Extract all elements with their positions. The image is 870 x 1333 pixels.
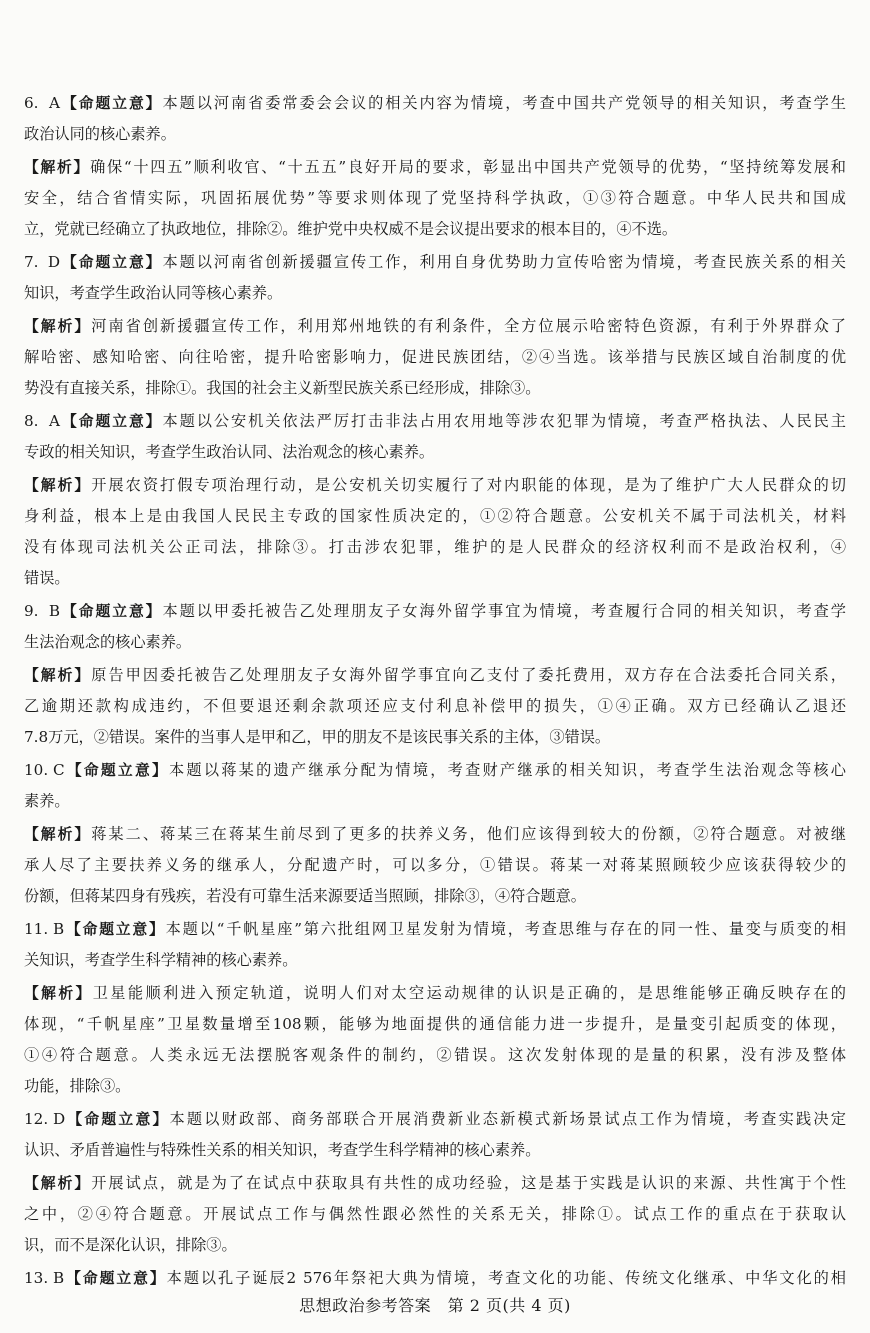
line-text: 解哈密、感知哈密、向往哈密，提升哈密影响力，促进民族团结，②④当选。该举措与民族区域自治制度的优 <box>24 348 846 366</box>
intent-paragraph <box>24 1263 846 1294</box>
text-line <box>24 627 846 658</box>
line-text: 安全，结合省情实际，巩固拓展优势”等要求则体现了党坚持科学执政，①③符合题意。中华人民共和国成 <box>24 189 846 207</box>
line-text: 本题以甲委托被告乙处理朋友子女海外留学事宜为情境，考查履行合同的相关知识，考查学 <box>162 602 846 620</box>
text-line <box>24 945 846 976</box>
intent-paragraph <box>24 596 846 658</box>
intent-label: 【命题立意】 <box>60 254 163 271</box>
text-line <box>24 119 846 150</box>
text-line <box>24 437 846 468</box>
line-text: 卫星能顺利进入预定轨道，说明人们对太空运动规律的认识是正确的，是思维能够正确反映存在的 <box>92 984 846 1002</box>
analysis-label: 【解析】 <box>24 318 92 335</box>
text-line <box>24 1230 846 1261</box>
intent-label: 【命题立意】 <box>64 762 169 779</box>
line-text: 认识、矛盾普遍性与特殊性关系的相关知识，考查学生科学精神的核心素养。 <box>24 1141 541 1159</box>
text-line <box>24 247 846 278</box>
text-line <box>24 1040 846 1071</box>
analysis-paragraph <box>24 1168 846 1261</box>
answer-item <box>24 1104 846 1261</box>
analysis-paragraph <box>24 311 846 404</box>
line-text: 立，党就已经确立了执政地位，排除②。维护党中央权威不是会议提出要求的根本目的，④不选。 <box>24 220 678 238</box>
line-text: 承人尽了主要扶养义务的继承人，分配遗产时，可以多分，①错误。蒋某一对蒋某照顾较少应该获得较少的 <box>24 856 846 874</box>
answer-number: 9. B <box>24 602 60 620</box>
analysis-paragraph <box>24 152 846 245</box>
line-text: 关知识，考查学生科学精神的核心素养。 <box>24 951 298 969</box>
intent-paragraph <box>24 755 846 817</box>
answer-number: 8. A <box>24 412 60 430</box>
analysis-label: 【解析】 <box>24 667 92 684</box>
answer-number: 12. D <box>24 1110 66 1128</box>
line-text: 确保“十四五”顺利收官、“十五五”良好开局的要求，彰显出中国共产党领导的优势，“坚持统筹发展和 <box>90 158 846 176</box>
line-text: 蒋某二、蒋某三在蒋某生前尽到了更多的扶养义务，他们应该得到较大的份额，②符合题意。对被继 <box>91 825 846 843</box>
answer-item <box>24 406 846 594</box>
line-text: 体现，“千帆星座”卫星数量增至108颗，能够为地面提供的通信能力进一步提升，是量变引起质变的体现， <box>24 1015 846 1033</box>
text-line <box>24 470 846 501</box>
line-text: 生法治观念的核心素养。 <box>24 633 192 651</box>
text-line <box>24 152 846 183</box>
analysis-label: 【解析】 <box>24 159 91 176</box>
text-line <box>24 881 846 912</box>
page-footer: 思想政治参考答案 第 2 页(共 4 页) <box>299 1296 571 1315</box>
answer-number: 11. B <box>24 920 65 938</box>
text-line <box>24 660 846 691</box>
line-text: 本题以孔子诞辰2 576年祭祀大典为情境，考查文化的功能、传统文化继承、中华文化的相 <box>166 1269 846 1287</box>
answer-number: 13. B <box>24 1269 65 1287</box>
text-line <box>24 311 846 342</box>
text-line <box>24 850 846 881</box>
line-text: 开展试点，就是为了在试点中获取具有共性的成功经验，这是基于实践是认识的来源、共性寓于个性 <box>91 1174 846 1192</box>
line-text: 乙逾期还款构成违约，不但要退还剩余款项还应支付利息补偿甲的损失，①④正确。双方已经确认乙退还 <box>24 697 846 715</box>
intent-label: 【命题立意】 <box>60 603 163 620</box>
text-line <box>24 1104 846 1135</box>
text-line <box>24 214 846 245</box>
line-text: ①④符合题意。人类永远无法摆脱客观条件的制约，②错误。这次发射体现的是量的积累，没有涉及整体 <box>24 1046 846 1064</box>
line-text: 本题以河南省创新援疆宣传工作，利用自身优势助力宣传哈密为情境，考查民族关系的相关 <box>162 253 846 271</box>
text-line <box>24 563 846 594</box>
intent-paragraph <box>24 88 846 150</box>
text-line <box>24 722 846 753</box>
answer-number: 10. C <box>24 761 65 779</box>
line-text: 份额，但蒋某四身有残疾，若没有可靠生活来源要适当照顾，排除③，④符合题意。 <box>24 887 586 905</box>
answer-item <box>24 1263 846 1294</box>
line-text: 势没有直接关系，排除①。我国的社会主义新型民族关系已经形成，排除③。 <box>24 379 541 397</box>
line-text: 7.8万元，②错误。案件的当事人是甲和乙，甲的朋友不是该民事关系的主体，③错误。 <box>24 728 611 746</box>
text-line <box>24 183 846 214</box>
line-text: 河南省创新援疆宣传工作，利用郑州地铁的有利条件，全方位展示哈密特色资源，有利于外界群众了 <box>91 317 846 335</box>
text-line <box>24 1135 846 1166</box>
intent-label: 【命题立意】 <box>60 95 163 112</box>
analysis-paragraph <box>24 660 846 753</box>
text-line <box>24 1168 846 1199</box>
line-text: 本题以河南省委常委会会议的相关内容为情境，考查中国共产党领导的相关知识，考查学生 <box>162 94 846 112</box>
intent-label: 【命题立意】 <box>60 413 163 430</box>
text-line <box>24 914 846 945</box>
line-text: 错误。 <box>24 569 70 587</box>
intent-paragraph <box>24 247 846 309</box>
text-line <box>24 532 846 563</box>
line-text: 没有体现司法机关公正司法，排除③。打击涉农犯罪，维护的是人民群众的经济权利而不是政治权利，④ <box>24 538 846 556</box>
text-line <box>24 1071 846 1102</box>
analysis-label: 【解析】 <box>24 1175 92 1192</box>
text-line <box>24 1199 846 1230</box>
analysis-paragraph <box>24 470 846 594</box>
intent-paragraph <box>24 914 846 976</box>
text-line <box>24 978 846 1009</box>
answer-number: 6. A <box>24 94 60 112</box>
text-line <box>24 1263 846 1294</box>
line-text: 素养。 <box>24 792 70 810</box>
line-text: 开展农资打假专项治理行动，是公安机关切实履行了对内职能的体现，是为了维护广大人民群众的切 <box>91 476 846 494</box>
answer-item <box>24 596 846 753</box>
text-line <box>24 1009 846 1040</box>
intent-label: 【命题立意】 <box>65 1111 170 1128</box>
answer-number: 7. D <box>24 253 60 271</box>
answer-item <box>24 247 846 404</box>
answer-item <box>24 914 846 1102</box>
answer-item <box>24 755 846 912</box>
analysis-paragraph <box>24 978 846 1102</box>
intent-label: 【命题立意】 <box>64 921 166 938</box>
line-text: 专政的相关知识，考查学生政治认同、法治观念的核心素养。 <box>24 443 435 461</box>
text-line <box>24 501 846 532</box>
line-text: 识，而不是深化认识，排除③。 <box>24 1236 237 1254</box>
line-text: 本题以公安机关依法严厉打击非法占用农用地等涉农犯罪为情境，考查严格执法、人民民主 <box>162 412 846 430</box>
answer-list <box>24 88 846 1294</box>
line-text: 之中，②④符合题意。开展试点工作与偶然性跟必然性的关系无关，排除①。试点工作的重点在于获取认 <box>24 1205 846 1223</box>
text-line <box>24 819 846 850</box>
answer-item <box>24 88 846 245</box>
analysis-label: 【解析】 <box>24 826 92 843</box>
text-line <box>24 406 846 437</box>
text-line <box>24 278 846 309</box>
intent-paragraph <box>24 1104 846 1166</box>
intent-paragraph <box>24 406 846 468</box>
line-text: 本题以“千帆星座”第六批组网卫星发射为情境，考查思维与存在的同一性、量变与质变的相 <box>165 920 846 938</box>
analysis-label: 【解析】 <box>24 477 92 494</box>
line-text: 政治认同的核心素养。 <box>24 125 176 143</box>
text-line <box>24 88 846 119</box>
analysis-label: 【解析】 <box>24 985 93 1002</box>
text-line <box>24 373 846 404</box>
text-line <box>24 691 846 722</box>
analysis-paragraph <box>24 819 846 912</box>
text-line <box>24 596 846 627</box>
line-text: 本题以蒋某的遗产继承分配为情境，考查财产继承的相关知识，考查学生法治观念等核心 <box>169 761 846 779</box>
line-text: 原告甲因委托被告乙处理朋友子女海外留学事宜向乙支付了委托费用，双方存在合法委托合同关系， <box>91 666 846 684</box>
line-text: 本题以财政部、商务部联合开展消费新业态新模式新场景试点工作为情境，考查实践决定 <box>169 1110 846 1128</box>
line-text: 知识，考查学生政治认同等核心素养。 <box>24 284 283 302</box>
text-line <box>24 786 846 817</box>
text-line <box>24 342 846 373</box>
intent-label: 【命题立意】 <box>64 1270 167 1287</box>
line-text: 身利益，根本上是由我国人民民主专政的国家性质决定的，①②符合题意。公安机关不属于司法机关，材料 <box>24 507 846 525</box>
text-line <box>24 755 846 786</box>
line-text: 功能，排除③。 <box>24 1077 131 1095</box>
